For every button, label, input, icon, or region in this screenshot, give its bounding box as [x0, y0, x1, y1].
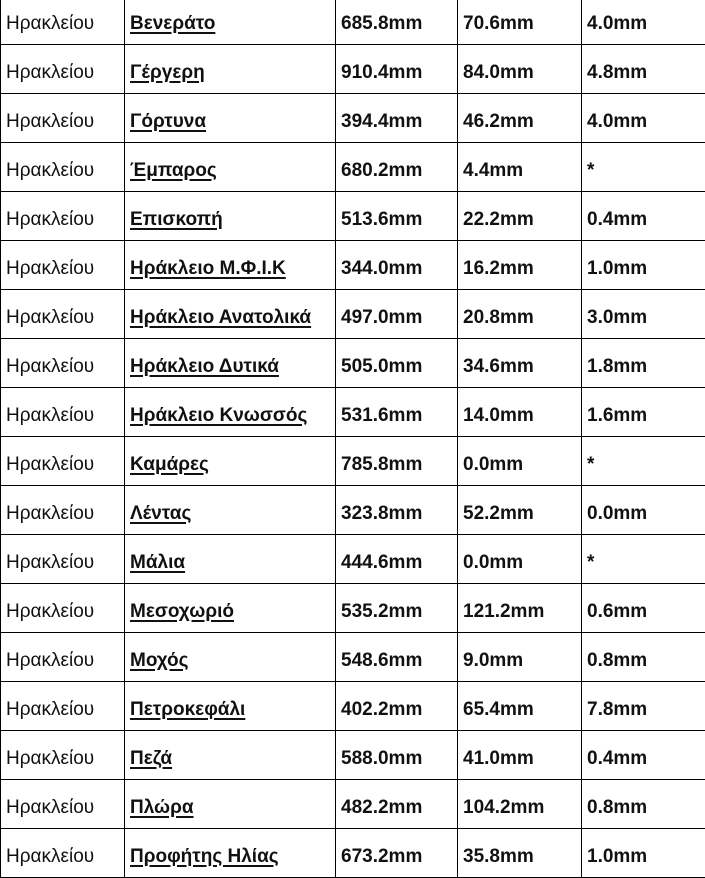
station-cell: [125, 682, 336, 731]
col4-cell: 46.2mm: [458, 94, 582, 143]
col3-cell: 673.2mm: [336, 829, 458, 878]
col4-cell: 70.6mm: [458, 0, 582, 45]
col5-cell: *: [582, 437, 705, 486]
col3-cell: 497.0mm: [336, 290, 458, 339]
station-cell: [125, 290, 336, 339]
prefecture-cell: Ηρακλείου: [1, 45, 125, 94]
table-row: [1, 339, 705, 388]
col5-cell: 1.0mm: [582, 241, 705, 290]
col5-cell: *: [582, 535, 705, 584]
col5-cell: 1.0mm: [582, 829, 705, 878]
station-link[interactable]: Μάλια: [130, 552, 185, 573]
col4-cell: 0.0mm: [458, 535, 582, 584]
table-row: [1, 829, 705, 878]
col3-cell: 505.0mm: [336, 339, 458, 388]
col5-cell: 7.8mm: [582, 682, 705, 731]
station-cell: [125, 45, 336, 94]
col4-cell: 34.6mm: [458, 339, 582, 388]
table-row: [1, 731, 705, 780]
station-cell: [125, 829, 336, 878]
prefecture-cell: Ηρακλείου: [1, 780, 125, 829]
prefecture-cell: Ηρακλείου: [1, 143, 125, 192]
station-link[interactable]: Πετροκεφάλι: [130, 699, 245, 720]
col4-cell: 84.0mm: [458, 45, 582, 94]
col4-cell: 121.2mm: [458, 584, 582, 633]
col5-cell: 4.0mm: [582, 94, 705, 143]
station-cell: [125, 388, 336, 437]
col4-cell: 9.0mm: [458, 633, 582, 682]
station-link[interactable]: Ηράκλειο Μ.Φ.Ι.Κ: [130, 258, 286, 279]
col3-cell: 402.2mm: [336, 682, 458, 731]
col4-cell: 104.2mm: [458, 780, 582, 829]
col5-cell: 3.0mm: [582, 290, 705, 339]
station-cell: [125, 339, 336, 388]
prefecture-cell: Ηρακλείου: [1, 388, 125, 437]
col5-cell: 4.0mm: [582, 0, 705, 45]
col3-cell: 588.0mm: [336, 731, 458, 780]
table-row: [1, 241, 705, 290]
prefecture-cell: Ηρακλείου: [1, 633, 125, 682]
table-row: [1, 388, 705, 437]
prefecture-cell: Ηρακλείου: [1, 682, 125, 731]
station-link[interactable]: Πλώρα: [130, 797, 194, 818]
station-link[interactable]: Λέντας: [130, 503, 191, 524]
table-row: [1, 0, 705, 45]
station-cell: [125, 192, 336, 241]
table-row: [1, 290, 705, 339]
table-row: [1, 94, 705, 143]
col4-cell: 20.8mm: [458, 290, 582, 339]
prefecture-cell: Ηρακλείου: [1, 94, 125, 143]
station-link[interactable]: Μεσοχωριό: [130, 601, 234, 622]
station-link[interactable]: Γόρτυνα: [130, 111, 206, 132]
col5-cell: 1.6mm: [582, 388, 705, 437]
station-cell: [125, 94, 336, 143]
table-row: [1, 780, 705, 829]
col3-cell: 680.2mm: [336, 143, 458, 192]
prefecture-cell: Ηρακλείου: [1, 731, 125, 780]
col3-cell: 548.6mm: [336, 633, 458, 682]
table-row: [1, 192, 705, 241]
table-row: [1, 45, 705, 94]
station-link[interactable]: Προφήτης Ηλίας: [130, 846, 279, 867]
prefecture-cell: Ηρακλείου: [1, 584, 125, 633]
col5-cell: 0.4mm: [582, 731, 705, 780]
rainfall-table-body: [1, 0, 705, 878]
station-cell: [125, 241, 336, 290]
prefecture-cell: Ηρακλείου: [1, 486, 125, 535]
station-cell: [125, 731, 336, 780]
prefecture-cell: Ηρακλείου: [1, 535, 125, 584]
col5-cell: 0.0mm: [582, 486, 705, 535]
col3-cell: 323.8mm: [336, 486, 458, 535]
col4-cell: 16.2mm: [458, 241, 582, 290]
prefecture-cell: Ηρακλείου: [1, 0, 125, 45]
station-link[interactable]: Μοχός: [130, 650, 188, 671]
prefecture-cell: Ηρακλείου: [1, 290, 125, 339]
station-cell: [125, 584, 336, 633]
station-link[interactable]: Ηράκλειο Δυτικά: [130, 356, 279, 377]
col3-cell: 785.8mm: [336, 437, 458, 486]
col4-cell: 52.2mm: [458, 486, 582, 535]
station-link[interactable]: Καμάρες: [130, 454, 209, 475]
station-cell: [125, 486, 336, 535]
station-link[interactable]: Έμπαρος: [130, 160, 217, 181]
col3-cell: 394.4mm: [336, 94, 458, 143]
col4-cell: 4.4mm: [458, 143, 582, 192]
prefecture-cell: Ηρακλείου: [1, 241, 125, 290]
col5-cell: 1.8mm: [582, 339, 705, 388]
station-cell: [125, 437, 336, 486]
station-link[interactable]: Γέργερη: [130, 62, 205, 83]
col5-cell: 4.8mm: [582, 45, 705, 94]
station-link[interactable]: Επισκοπή: [130, 209, 223, 230]
table-row: [1, 486, 705, 535]
table-row: [1, 633, 705, 682]
station-cell: [125, 535, 336, 584]
col3-cell: 531.6mm: [336, 388, 458, 437]
station-link[interactable]: Ηράκλειο Κνωσσός: [130, 405, 307, 426]
prefecture-cell: Ηρακλείου: [1, 192, 125, 241]
station-link[interactable]: Ηράκλειο Ανατολικά: [130, 307, 311, 328]
table-row: [1, 437, 705, 486]
col5-cell: 0.8mm: [582, 780, 705, 829]
table-row: [1, 682, 705, 731]
col3-cell: 482.2mm: [336, 780, 458, 829]
station-cell: [125, 143, 336, 192]
col5-cell: *: [582, 143, 705, 192]
table-row: [1, 535, 705, 584]
station-cell: [125, 0, 336, 45]
col4-cell: 22.2mm: [458, 192, 582, 241]
table-row: [1, 584, 705, 633]
col5-cell: 0.8mm: [582, 633, 705, 682]
col4-cell: 0.0mm: [458, 437, 582, 486]
col3-cell: 535.2mm: [336, 584, 458, 633]
table-row: [1, 143, 705, 192]
col3-cell: 513.6mm: [336, 192, 458, 241]
station-cell: [125, 633, 336, 682]
prefecture-cell: Ηρακλείου: [1, 339, 125, 388]
col3-cell: 444.6mm: [336, 535, 458, 584]
col4-cell: 65.4mm: [458, 682, 582, 731]
col4-cell: 14.0mm: [458, 388, 582, 437]
prefecture-cell: Ηρακλείου: [1, 829, 125, 878]
prefecture-cell: Ηρακλείου: [1, 437, 125, 486]
col3-cell: 910.4mm: [336, 45, 458, 94]
col5-cell: 0.6mm: [582, 584, 705, 633]
station-link[interactable]: Πεζά: [130, 748, 172, 769]
col3-cell: 685.8mm: [336, 0, 458, 45]
col5-cell: 0.4mm: [582, 192, 705, 241]
station-link[interactable]: Βενεράτο: [130, 13, 215, 34]
station-cell: [125, 780, 336, 829]
col3-cell: 344.0mm: [336, 241, 458, 290]
col4-cell: 41.0mm: [458, 731, 582, 780]
col4-cell: 35.8mm: [458, 829, 582, 878]
